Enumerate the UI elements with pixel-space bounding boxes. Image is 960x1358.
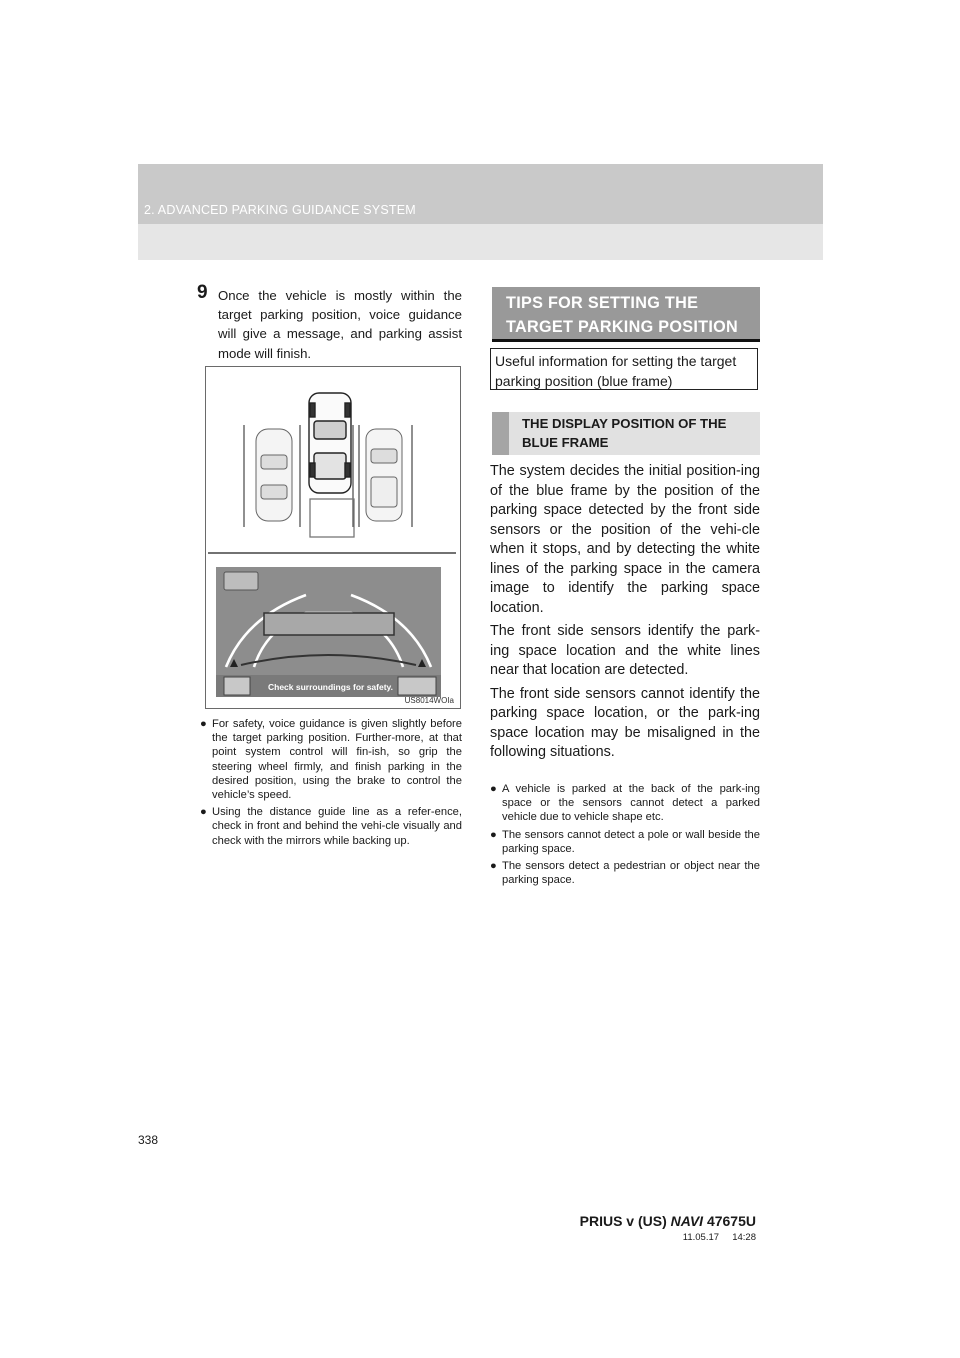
list-item: ● The sensors detect a pedestrian or object near the parking space.	[490, 860, 760, 887]
parking-figure	[205, 366, 461, 709]
blue-frame-heading: THE DISPLAY POSITION OF THE BLUE FRAME	[492, 412, 760, 455]
figure-id: US8014WOIa	[404, 696, 454, 705]
list-item: ● The sensors cannot detect a pole or wall beside the parking space.	[490, 828, 760, 855]
footer	[520, 1213, 756, 1243]
paragraph: The system decides the initial position-ing of the blue frame by the position of the parking space detected by the front side sensors or the position of the vehi-cle when it stops, and by detecting the white lines of the parking space in the camera image to identify the parking space location.	[490, 463, 760, 616]
bullet-marker: ●	[490, 828, 497, 841]
right-parked-car	[366, 429, 402, 521]
parking-illustration	[206, 367, 460, 708]
bullet-marker: ●	[490, 860, 497, 873]
page-number: 338	[138, 1133, 159, 1147]
list-item: ● A vehicle is parked at the back of the park-ing space or the sensors cannot detect a parked vehicle due to vehicle shape etc.	[490, 783, 760, 824]
paragraph: The front side sensors identify the park-ing space location and the white lines near that location are detected.	[490, 623, 760, 678]
section-title: 2. ADVANCED PARKING GUIDANCE SYSTEM	[144, 203, 416, 217]
own-vehicle	[309, 393, 351, 493]
model-name: PRIUS v (US)	[579, 1213, 667, 1229]
right-bullet-list	[490, 782, 760, 890]
screen-message: Check surroundings for safety.	[268, 682, 394, 692]
list-item: ● For safety, voice guidance is given slightly before the target parking position. Further-more, at that point system control will fin-ish, so grip the steering wheel firmly, and finish parking in the desired position, using the brake to control the vehicle’s speed.	[200, 718, 462, 802]
step-text: Once the vehicle is mostly within the target parking position, voice guidance will give a message, and parking assist mode will finish.	[218, 288, 462, 361]
step-number: 9	[197, 282, 208, 303]
navi-label: NAVI	[670, 1213, 704, 1229]
bullet-marker: ●	[200, 806, 207, 819]
left-parked-car	[256, 429, 292, 521]
left-bullet-list	[200, 717, 462, 851]
bullet-marker: ●	[490, 783, 497, 795]
timestamp: 11.05.17 14:28	[682, 1232, 756, 1243]
paragraph: The front side sensors cannot identify the parking space location, or the park-ing space location may be misaligned in the following situations.	[490, 685, 760, 760]
tips-subheading: Useful information for setting the target parking position (blue frame)	[490, 348, 758, 390]
body-text	[490, 462, 760, 767]
tips-heading: TIPS FOR SETTING THE TARGET PARKING POSITION	[492, 287, 760, 342]
bullet-marker: ●	[200, 718, 207, 730]
manual-code: 47675U	[706, 1213, 756, 1229]
step-9	[197, 282, 462, 363]
list-item: ● Using the distance guide line as a refer-ence, check in front and behind the vehi-cle visually and check with the mirrors while backing up.	[200, 806, 462, 847]
